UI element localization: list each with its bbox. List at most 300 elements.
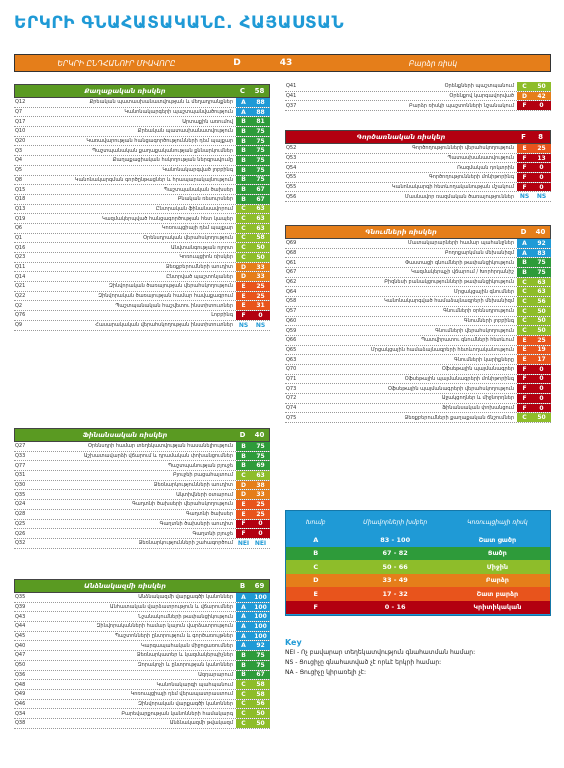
indicator-grade: C [236, 243, 251, 252]
indicator-grade: E [517, 355, 532, 364]
question-code: Q56 [286, 193, 297, 200]
question-code: Q27 [15, 443, 26, 450]
indicator-grade: D [236, 272, 251, 281]
indicator-name: Գաղտնի ծախսեր [186, 511, 233, 518]
indicator-name: Ընտրական ֆինանսավորում [156, 205, 233, 212]
indicator-score: 13 [532, 154, 551, 163]
indicator-name: Քրեական պատասխանատվություն [137, 128, 233, 135]
indicator-score: 0 [251, 311, 270, 320]
indicator-grade: C [517, 278, 532, 287]
indicator-name: Պաշտպանական հաշվետու ինստիտուտներ [115, 302, 233, 309]
table-row [285, 346, 551, 356]
indicator-name: Մատակարարների համար պահանջներ [407, 240, 514, 247]
question-code: Q24 [15, 501, 26, 508]
key-line: NA - Ցուցիչը կիրառելի չէ: [285, 669, 367, 676]
indicator-grade: A [236, 98, 251, 107]
indicator-score: 75 [251, 661, 270, 670]
indicator-grade: F [517, 173, 532, 182]
legend-row [286, 574, 550, 588]
table-row [285, 413, 551, 423]
question-code: Q14 [15, 273, 26, 280]
indicator-grade: D [236, 263, 251, 272]
indicator-grade: C [517, 82, 532, 91]
indicator-grade: B [236, 185, 251, 194]
indicator-name: Կանոնակարգի հետևողականության մշակում [391, 184, 514, 191]
table-row [14, 641, 270, 651]
question-code: Q13 [15, 205, 26, 212]
legend-header-band: Խումբ [306, 518, 326, 526]
question-code: Q73 [286, 385, 297, 392]
indicator-name: Մրցակցային համաձայնագրերի հետևողականություն [370, 346, 514, 353]
indicator-score: 33 [251, 272, 270, 281]
table-row [14, 137, 270, 147]
indicator-name: Մրցակցային գնումներ [453, 288, 514, 295]
table-row [14, 671, 270, 681]
indicator-grade: A [236, 108, 251, 117]
indicator-name: Անձնակազմի վարքագծի կանոններ [138, 594, 233, 601]
question-code: Q33 [15, 453, 26, 460]
indicator-score: 100 [251, 632, 270, 641]
table-row [285, 173, 551, 183]
question-code: Q57 [286, 308, 297, 315]
table-row [285, 163, 551, 173]
indicator-grade: E [236, 292, 251, 301]
question-code: Q28 [15, 511, 26, 518]
overall-score-bar [14, 54, 551, 72]
indicator-grade: A [517, 239, 532, 248]
table-row [14, 461, 270, 471]
question-code: Q59 [286, 327, 297, 334]
indicator-score: 58 [251, 680, 270, 689]
indicator-score: 75 [251, 176, 270, 185]
indicator-score: 75 [251, 651, 270, 660]
indicator-grade: E [517, 336, 532, 345]
table-row [285, 183, 551, 193]
panel-score: 40 [535, 228, 546, 236]
table-row [14, 719, 270, 729]
indicator-grade: D [236, 481, 251, 490]
question-code: Q25 [15, 520, 26, 527]
indicator-grade: C [517, 317, 532, 326]
table-row [14, 127, 270, 137]
indicator-name: Գաղտնի ծախսերի աուդիտ [159, 520, 233, 527]
legend-band: A [313, 535, 319, 544]
indicator-name: Հասարակական վերահսկողության ինստիտուտներ [95, 322, 233, 329]
table-row [14, 185, 270, 195]
panel-title: Գործառնական ռիսկեր [356, 133, 446, 141]
question-code: Q61 [286, 259, 297, 266]
legend-band: E [313, 589, 318, 598]
table-row [14, 500, 270, 510]
question-code: Q77 [15, 462, 26, 469]
indicator-name: Պաշտպանության բյուջե [168, 462, 233, 469]
table-row [14, 651, 270, 661]
panel-p4 [285, 82, 551, 111]
legend-row [286, 587, 550, 601]
indicator-grade: B [517, 258, 532, 267]
indicator-name: Բնական ռեսուրսներ [177, 196, 233, 203]
indicator-name: Մասնավոր ռազմական ծառայություններ [404, 193, 514, 200]
table-row [14, 224, 270, 234]
indicator-name: Քրեական պատասխանատվության և մեղադրանքներ [89, 99, 233, 106]
indicator-name: Ֆինանսական փոխանցում [442, 405, 514, 412]
legend-row [286, 533, 550, 547]
panel-header [14, 428, 270, 442]
table-row [285, 297, 551, 307]
question-code: Q31 [15, 472, 26, 479]
question-code: Q1 [15, 234, 23, 241]
table-row [14, 593, 270, 603]
indicator-grade: B [517, 268, 532, 277]
question-code: Q12 [15, 99, 26, 106]
indicator-score: 75 [251, 166, 270, 175]
indicator-score: 100 [251, 612, 270, 621]
panel-grade: F [521, 133, 526, 141]
table-row [14, 301, 270, 311]
indicator-grade: A [236, 603, 251, 612]
indicator-score: 0 [251, 520, 270, 529]
panel-p6 [285, 225, 551, 423]
table-row [285, 326, 551, 336]
indicator-score: 0 [532, 101, 551, 110]
panel-score: 8 [538, 133, 543, 141]
table-row [14, 263, 270, 273]
table-row [285, 384, 551, 394]
indicator-score: 56 [251, 700, 270, 709]
legend-row [286, 601, 550, 615]
table-row [14, 234, 270, 244]
question-code: Q11 [15, 264, 26, 271]
indicator-name: Զորակոչի և ընտրության կանոններ [137, 662, 233, 669]
question-code: Q5 [15, 167, 23, 174]
table-row [14, 612, 270, 622]
table-row [14, 481, 270, 491]
indicator-grade: F [517, 365, 532, 374]
table-row [14, 442, 270, 452]
indicator-name: Անհատական վարձատրություն և վճարումներ [109, 604, 233, 611]
question-code: Q17 [15, 118, 26, 125]
table-row [14, 166, 270, 176]
indicator-score: 0 [532, 384, 551, 393]
legend-header [286, 511, 550, 533]
indicator-score: 100 [251, 622, 270, 631]
indicator-score: 0 [532, 183, 551, 192]
indicator-name: Գնումների լոբբինգ [463, 317, 514, 324]
question-code: Q66 [286, 337, 297, 344]
question-code: Q7 [15, 109, 23, 116]
indicator-name: Կանոնակարգի պահպանում [156, 681, 233, 688]
indicator-score: 56 [532, 297, 551, 306]
indicator-name: Օֆսեթային պայմանագրերի մոնիթորինգ [404, 375, 514, 382]
table-row [14, 510, 270, 520]
table-row [285, 239, 551, 249]
table-row [14, 214, 270, 224]
question-code: Q2 [15, 302, 23, 309]
indicator-grade: B [236, 651, 251, 660]
question-code: Q48 [15, 681, 26, 688]
question-code: Q35 [15, 491, 26, 498]
indicator-name: Կանոնակարգերի պաշտպանվածություն [124, 109, 233, 116]
panel-title: Գնումների ռիսկեր [365, 228, 437, 236]
indicator-name: Լոբբինգ [211, 312, 233, 319]
panel-p1 [14, 84, 270, 331]
indicator-score: 67 [251, 195, 270, 204]
indicator-score: 75 [251, 146, 270, 155]
question-code: Q74 [286, 405, 297, 412]
table-row [285, 336, 551, 346]
question-code: Q41 [286, 83, 297, 90]
indicator-score: 42 [532, 92, 551, 101]
indicator-name: Բիզնեսի բանակցությունների թափանցիկություն [384, 279, 514, 286]
table-row [14, 272, 270, 282]
question-code: Q4 [15, 157, 23, 164]
question-code: Q30 [15, 482, 26, 489]
key-line: NS - Ցուցիչը գնահատված չէ որևէ երկրի համար: [285, 659, 442, 666]
indicator-grade: C [517, 326, 532, 335]
indicator-grade: NS [517, 192, 532, 201]
question-code: Q64 [286, 288, 297, 295]
legend-range: 50 - 66 [382, 562, 408, 571]
question-code: Q37 [286, 102, 297, 109]
indicator-name: Ձեռնարկությունների աուդիտ [153, 482, 233, 489]
indicator-score: NEI [251, 539, 270, 548]
table-row [285, 249, 551, 259]
indicator-score: 58 [251, 690, 270, 699]
question-code: Q47 [15, 652, 26, 659]
indicator-score: 75 [532, 268, 551, 277]
indicator-name: Պատվիրատու գնումների հետևում [421, 337, 514, 344]
question-code: Q23 [15, 254, 26, 261]
question-code: Q16 [15, 244, 26, 251]
indicator-score: 75 [251, 156, 270, 165]
indicator-score: 17 [532, 355, 551, 364]
legend-risk: Ցածր [487, 549, 507, 558]
indicator-grade: B [236, 176, 251, 185]
question-code: Q34 [15, 710, 26, 717]
question-code: Q52 [286, 145, 297, 152]
panel-score: 40 [254, 431, 265, 439]
panel-score: 58 [254, 87, 265, 95]
panel-title: Ֆինանսական ռիսկեր [82, 431, 168, 439]
table-row [14, 661, 270, 671]
panel-p2 [14, 428, 270, 549]
table-row [285, 317, 551, 327]
indicator-grade: C [236, 690, 251, 699]
indicator-name: Աջակցողներ և միջնորդներ [441, 395, 514, 402]
indicator-name: Ընտրված պաշտոնյաներ [166, 273, 233, 280]
table-row [14, 529, 270, 539]
table-row [285, 287, 551, 297]
indicator-score: 88 [251, 98, 270, 107]
indicator-score: 25 [251, 510, 270, 519]
legend-band: B [313, 549, 319, 558]
question-code: Q35 [15, 594, 26, 601]
overall-grade: D [233, 58, 241, 68]
question-code: Q3 [15, 147, 23, 154]
indicator-name: Անվտանգության ոլորտ [170, 244, 233, 251]
indicator-grade: F [517, 163, 532, 172]
indicator-score: 50 [532, 413, 551, 422]
indicator-score: 63 [251, 214, 270, 223]
table-row [14, 520, 270, 530]
question-code: Q72 [286, 395, 297, 402]
indicator-score: 69 [251, 461, 270, 470]
legend-band: F [313, 603, 318, 612]
indicator-name: Օրենսդրի համար տեղեկատվության հասանելիություն [87, 443, 233, 450]
indicator-name: Ռազմական դոկտրին [457, 164, 514, 171]
question-code: Q36 [15, 671, 26, 678]
indicator-score: 88 [251, 108, 270, 117]
indicator-name: Գործողությունների վերահսկողություն [412, 145, 514, 152]
indicator-grade: E [236, 301, 251, 310]
indicator-grade: C [236, 709, 251, 718]
indicator-name: Ակտիվների օտարում [176, 491, 233, 498]
indicator-grade: B [236, 127, 251, 136]
indicator-grade: F [517, 384, 532, 393]
table-row [14, 490, 270, 500]
question-code: Q55 [286, 184, 297, 191]
indicator-score: 100 [251, 593, 270, 602]
question-code: Q63 [286, 356, 297, 363]
panel-p5 [285, 130, 551, 202]
indicator-grade: C [236, 700, 251, 709]
indicator-name: Ձեռքբերումների աուդիտ [165, 264, 233, 271]
indicator-grade: E [517, 144, 532, 153]
indicator-name: Զինվորական վարքագծի կանոններ [138, 700, 233, 707]
indicator-score: 50 [532, 82, 551, 91]
indicator-grade: C [236, 205, 251, 214]
indicator-grade: F [236, 529, 251, 538]
indicator-score: 50 [532, 307, 551, 316]
overall-label: ԵՐԿՐԻ ԸՆԴՀԱՆՈՒՐ ՄԻԱՎՈՐԸ [57, 58, 176, 68]
question-code: Q71 [286, 375, 297, 382]
table-row [285, 154, 551, 164]
indicator-name: Զինվորականների համար կայուն վարձատրություն [96, 623, 233, 630]
table-row [14, 321, 270, 331]
panel-p3 [14, 579, 270, 729]
indicator-name: Զինվորական ծառայության վերահսկողություն [109, 283, 233, 290]
indicator-score: 19 [532, 346, 551, 355]
question-code: Q19 [15, 215, 26, 222]
key-section [285, 638, 551, 678]
indicator-grade: NEI [237, 539, 250, 547]
indicator-score: 33 [251, 263, 270, 272]
table-row [14, 622, 270, 632]
indicator-name: Գաղտնի ծախսերի վերահսկողություն [132, 501, 233, 508]
indicator-name: Բողոքարկման մեխանիզմ [444, 250, 514, 257]
table-row [285, 404, 551, 414]
table-row [14, 311, 270, 321]
indicator-name: Կանոնակարգման գործընթացներ և հրապարակայնություն [74, 176, 233, 183]
indicator-score: 50 [251, 253, 270, 262]
indicator-score: 0 [532, 365, 551, 374]
table-row [14, 253, 270, 263]
indicator-grade: C [517, 307, 532, 316]
legend-risk: Շատ բարձր [476, 589, 519, 598]
indicator-grade: B [236, 166, 251, 175]
indicator-score: 75 [251, 442, 270, 451]
table-row [14, 156, 270, 166]
indicator-name: Ազդարարում [198, 671, 233, 678]
indicator-name: Գաղտնի բյուջե [192, 530, 233, 537]
table-row [285, 92, 551, 102]
indicator-name: Կազմակերպված հանցագործության հետ կապեր [102, 215, 233, 222]
indicator-grade: B [236, 442, 251, 451]
indicator-grade: A [236, 632, 251, 641]
panel-grade: D [239, 431, 246, 439]
table-row [14, 632, 270, 642]
indicator-grade: B [236, 452, 251, 461]
indicator-grade: C [517, 413, 532, 422]
question-code: Q55 [286, 174, 297, 181]
indicator-score: 25 [532, 144, 551, 153]
legend-row [286, 560, 550, 574]
indicator-name: Գնումների կարիքները [454, 356, 514, 363]
indicator-grade: C [236, 253, 251, 262]
legend-header-risk: Կոռուպցիայի ռիսկ [467, 518, 528, 526]
question-code: Q22 [15, 293, 26, 300]
table-row [285, 307, 551, 317]
indicator-grade: B [236, 117, 251, 126]
table-row [14, 680, 270, 690]
indicator-score: 67 [251, 185, 270, 194]
table-row [285, 355, 551, 365]
question-code: Q46 [15, 700, 26, 707]
indicator-name: Բյուջեի բացահայտում [173, 472, 233, 479]
legend-range: 17 - 32 [382, 589, 408, 598]
grade-legend [285, 510, 551, 616]
panel-title: Քաղաքական ռիսկեր [84, 87, 166, 95]
legend-row [286, 547, 550, 561]
table-row [285, 144, 551, 154]
table-row [14, 176, 270, 186]
indicator-grade: F [236, 520, 251, 529]
question-code: Q60 [286, 317, 297, 324]
table-row [285, 365, 551, 375]
indicator-grade: B [236, 661, 251, 670]
indicator-score: 81 [251, 117, 270, 126]
question-code: Q53 [286, 155, 297, 162]
table-row [285, 82, 551, 92]
indicator-name: Կանոնակարգված համաձայնագրերի մեխանիզմ [384, 298, 514, 305]
indicator-name: Բարձր ռիսկի պաշտոնների նշանակում [409, 102, 514, 109]
question-code: Q38 [15, 720, 26, 727]
indicator-score: 58 [251, 234, 270, 243]
question-code: Q41 [286, 93, 297, 100]
table-row [285, 101, 551, 111]
table-row [285, 192, 551, 202]
indicator-grade: NS [236, 321, 251, 330]
table-row [14, 195, 270, 205]
panel-grade: D [520, 228, 527, 236]
indicator-score: 50 [251, 243, 270, 252]
indicator-score: 50 [251, 719, 270, 728]
indicator-grade: D [236, 490, 251, 499]
table-row [285, 258, 551, 268]
table-row [285, 375, 551, 385]
panel-score: 69 [254, 582, 265, 590]
question-code: Q62 [286, 279, 297, 286]
indicator-name: Կարգապահական միջոցառումներ [140, 642, 233, 649]
legend-risk: Միջին [486, 562, 509, 571]
question-code: Q9 [15, 322, 23, 329]
page-title: ԵՐԿՐԻ ԳՆԱՀԱՏԱԿԱՆԸ. ՀԱՅԱՍՏԱՆ [14, 13, 345, 33]
indicator-score: 0 [532, 163, 551, 172]
question-code: Q40 [15, 642, 26, 649]
legend-range: 0 - 16 [384, 603, 406, 612]
table-row [14, 700, 270, 710]
indicator-grade: F [517, 375, 532, 384]
